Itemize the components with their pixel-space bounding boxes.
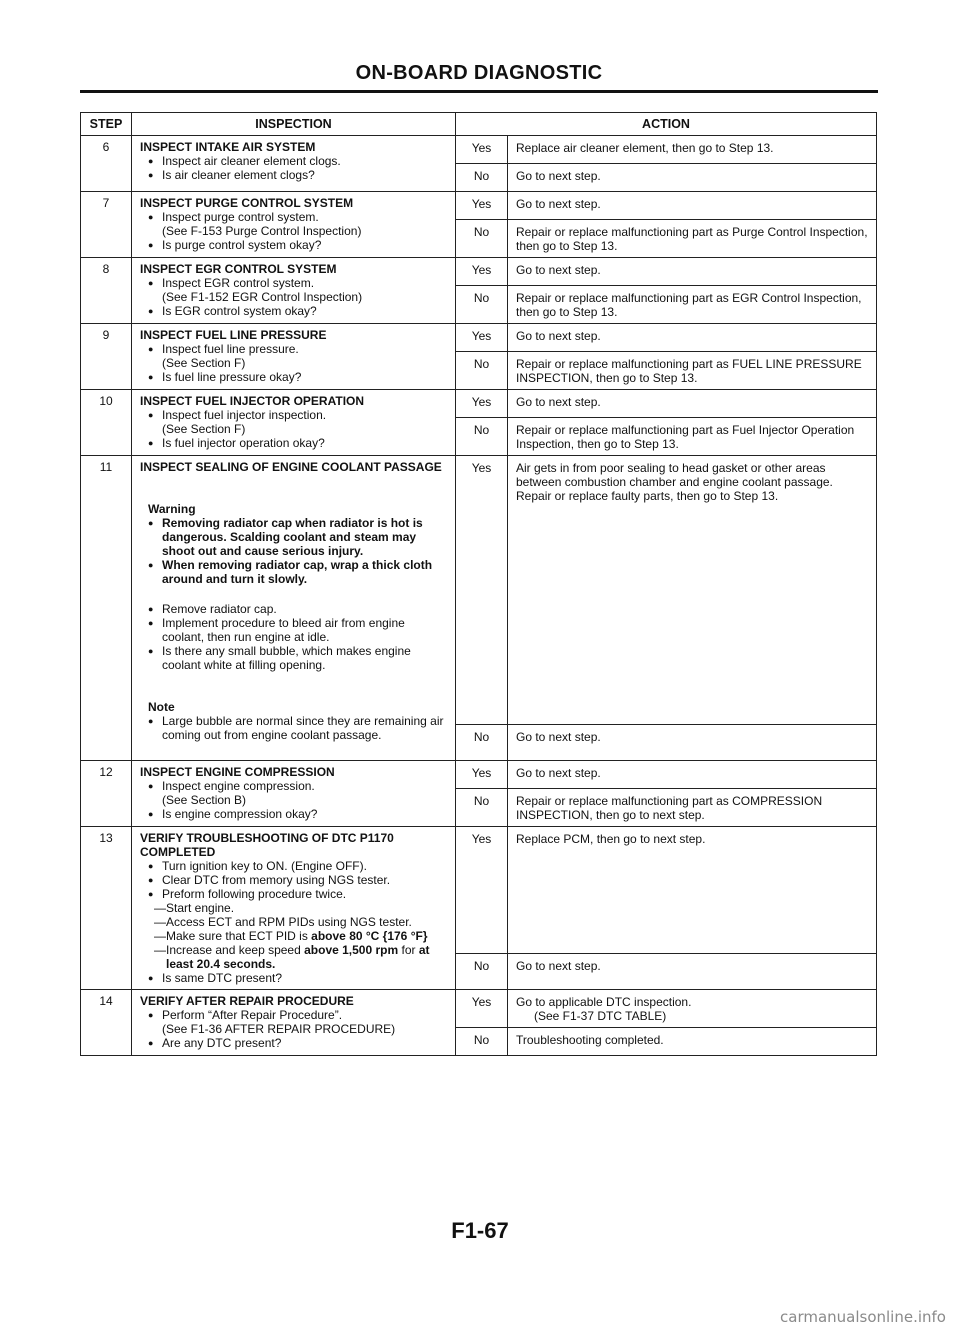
list-item: ● Are any DTC present? — [148, 1036, 449, 1050]
step-number: 13 — [81, 827, 132, 990]
sub-step: — Make sure that ECT PID is above 80 °C {176 °F} — [154, 929, 449, 943]
warning-title: Warning — [148, 502, 196, 516]
page-title: ON-BOARD DIAGNOSTIC — [355, 62, 603, 84]
inspection-cell — [132, 324, 456, 390]
note-item: ● Large bubble are normal since they are remaining air coming out from engine coolant passage. — [148, 714, 449, 742]
col-header-inspection: INSPECTION — [132, 113, 456, 136]
no-action: Troubleshooting completed. — [508, 1028, 877, 1056]
no-action: Repair or replace malfunctioning part as COMPRESSION INSPECTION, then go to next step. — [508, 789, 877, 827]
step-title: INSPECT EGR CONTROL SYSTEM — [140, 262, 337, 276]
reference-text: (See F-153 Purge Control Inspection) — [162, 224, 362, 238]
warning-item: ● When removing radiator cap, wrap a thick cloth around and turn it slowly. — [148, 558, 449, 586]
step-number: 9 — [81, 324, 132, 390]
step-title: INSPECT PURGE CONTROL SYSTEM — [140, 196, 354, 210]
step-number: 10 — [81, 390, 132, 456]
step-number: 12 — [81, 761, 132, 827]
yes-action: Go to next step. — [508, 258, 877, 286]
inspection-cell — [132, 990, 456, 1056]
table-row — [81, 390, 877, 418]
reference-text: (See F1-36 AFTER REPAIR PROCEDURE) — [162, 1022, 396, 1036]
yes-action: Replace PCM, then go to next step. — [508, 827, 877, 954]
col-header-action: ACTION — [456, 113, 877, 136]
reference-text: (See Section B) — [162, 793, 247, 807]
list-item: ● Turn ignition key to ON. (Engine OFF). — [148, 859, 449, 873]
no-label: No — [456, 418, 508, 456]
step-number: 14 — [81, 990, 132, 1056]
no-action: Go to next step. — [508, 164, 877, 192]
page-number: F1-67 — [451, 1218, 509, 1243]
inspection-cell — [132, 456, 456, 761]
list-item: ● Inspect purge control system. — [148, 210, 449, 224]
list-item: ● Inspect engine compression. — [148, 779, 449, 793]
list-item: ● Inspect fuel line pressure. — [148, 342, 449, 356]
yes-label: Yes — [456, 192, 508, 220]
inspection-cell — [132, 390, 456, 456]
no-label: No — [456, 1028, 508, 1056]
note-title: Note — [148, 700, 175, 714]
table-row — [81, 990, 877, 1028]
list-item: ● Is air cleaner element clogs? — [148, 168, 449, 182]
step-title: INSPECT FUEL INJECTOR OPERATION — [140, 394, 365, 408]
yes-action-text: Go to applicable DTC inspection. — [516, 995, 692, 1009]
step-title: INSPECT INTAKE AIR SYSTEM — [140, 140, 316, 154]
yes-action: Go to next step. — [508, 192, 877, 220]
inspection-cell — [132, 761, 456, 827]
yes-label: Yes — [456, 761, 508, 789]
table-header-row — [81, 113, 877, 136]
no-label: No — [456, 164, 508, 192]
watermark: carmanualsonline.info — [780, 1308, 946, 1326]
yes-label: Yes — [456, 827, 508, 954]
yes-action: Go to next step. — [508, 324, 877, 352]
list-item: ● Is same DTC present? — [148, 971, 449, 985]
table-row — [81, 761, 877, 789]
yes-label: Yes — [456, 990, 508, 1028]
col-header-step: STEP — [81, 113, 132, 136]
sub-step: — Increase and keep speed above 1,500 rpm for at least 20.4 seconds. — [154, 943, 449, 971]
list-item: ● Is fuel injector operation okay? — [148, 436, 449, 450]
step-number: 11 — [81, 456, 132, 761]
yes-action: Go to next step. — [508, 390, 877, 418]
sub-step: — Access ECT and RPM PIDs using NGS tester. — [154, 915, 449, 929]
reference-text: (See F1-37 DTC TABLE) — [534, 1009, 667, 1023]
inspection-cell — [132, 258, 456, 324]
no-action: Repair or replace malfunctioning part as Purge Control Inspection, then go to Step 13. — [508, 220, 877, 258]
yes-label: Yes — [456, 456, 508, 725]
step-title: INSPECT ENGINE COMPRESSION — [140, 765, 335, 779]
no-action: Go to next step. — [508, 724, 877, 761]
yes-label: Yes — [456, 136, 508, 164]
table-row — [81, 258, 877, 286]
yes-label: Yes — [456, 258, 508, 286]
reference-text: (See F1-152 EGR Control Inspection) — [162, 290, 363, 304]
list-item: ● Is purge control system okay? — [148, 238, 449, 252]
list-item: ● Is EGR control system okay? — [148, 304, 449, 318]
title-rule — [80, 90, 878, 93]
list-item: ● Perform “After Repair Procedure”. — [148, 1008, 449, 1022]
step-number: 6 — [81, 136, 132, 192]
no-label: No — [456, 724, 508, 761]
no-action: Repair or replace malfunctioning part as FUEL LINE PRESSURE INSPECTION, then go to Step 13. — [508, 352, 877, 390]
table-row — [81, 192, 877, 220]
sub-step: — Start engine. — [154, 901, 449, 915]
reference-text: (See Section F) — [162, 356, 246, 370]
step-number: 8 — [81, 258, 132, 324]
reference-text: (See Section F) — [162, 422, 246, 436]
yes-action: Air gets in from poor sealing to head gasket or other areas between combustion chamber and engine coolant passage. Repair or replace faulty parts, then go to Step 13. — [508, 456, 877, 725]
no-label: No — [456, 953, 508, 989]
no-label: No — [456, 220, 508, 258]
inspection-cell — [132, 192, 456, 258]
yes-action: Go to next step. — [508, 761, 877, 789]
table-row — [81, 324, 877, 352]
no-action: Repair or replace malfunctioning part as Fuel Injector Operation Inspection, then go to Step 13. — [508, 418, 877, 456]
yes-action: Replace air cleaner element, then go to Step 13. — [508, 136, 877, 164]
list-item: ● Remove radiator cap. — [148, 602, 449, 616]
list-item: ● Preform following procedure twice. — [148, 887, 449, 901]
table-row — [81, 136, 877, 164]
step-title: INSPECT SEALING OF ENGINE COOLANT PASSAGE — [140, 460, 442, 474]
diagnostic-table — [80, 112, 877, 1056]
step-title: VERIFY TROUBLESHOOTING OF DTC P1170 COMPLETED — [140, 831, 394, 859]
list-item: ● Implement procedure to bleed air from engine coolant, then run engine at idle. — [148, 616, 449, 644]
list-item: ● Clear DTC from memory using NGS tester. — [148, 873, 449, 887]
list-item: ● Is engine compression okay? — [148, 807, 449, 821]
step-number: 7 — [81, 192, 132, 258]
step-title: VERIFY AFTER REPAIR PROCEDURE — [140, 994, 354, 1008]
table-row — [81, 456, 877, 725]
list-item: ● Inspect fuel injector inspection. — [148, 408, 449, 422]
no-action: Go to next step. — [508, 953, 877, 989]
list-item: ● Inspect EGR control system. — [148, 276, 449, 290]
table-row — [81, 827, 877, 954]
list-item: ● Is there any small bubble, which makes engine coolant white at filling opening. — [148, 644, 449, 672]
list-item: ● Is fuel line pressure okay? — [148, 370, 449, 384]
inspection-cell — [132, 827, 456, 990]
no-action: Repair or replace malfunctioning part as EGR Control Inspection, then go to Step 13. — [508, 286, 877, 324]
list-item: ● Inspect air cleaner element clogs. — [148, 154, 449, 168]
no-label: No — [456, 286, 508, 324]
warning-item: ● Removing radiator cap when radiator is hot is dangerous. Scalding coolant and steam may shoot out and cause serious injury. — [148, 516, 449, 558]
yes-label: Yes — [456, 390, 508, 418]
no-label: No — [456, 789, 508, 827]
step-title: INSPECT FUEL LINE PRESSURE — [140, 328, 327, 342]
yes-label: Yes — [456, 324, 508, 352]
no-label: No — [456, 352, 508, 390]
yes-action — [508, 990, 877, 1028]
inspection-cell — [132, 136, 456, 192]
